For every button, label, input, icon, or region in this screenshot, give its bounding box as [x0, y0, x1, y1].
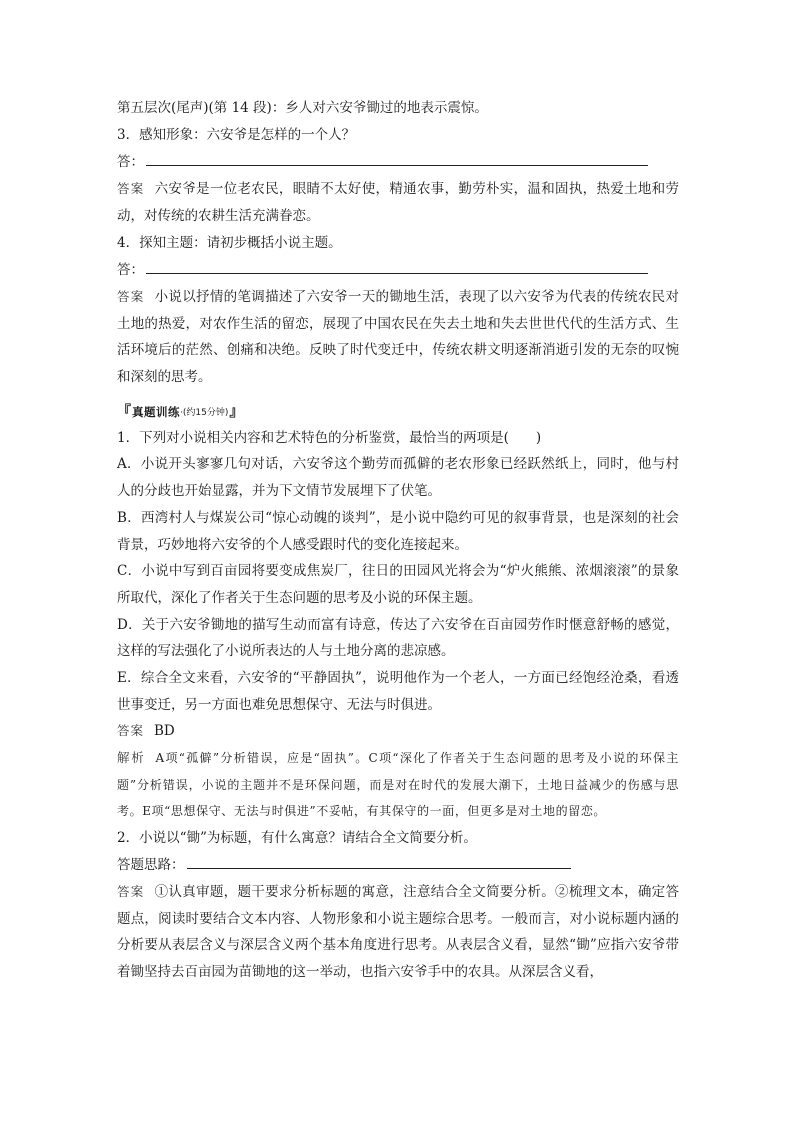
- option-a: A．小说开头寥寥几句对话，六安爷这个勤劳而孤僻的老农形象已经跃然纸上，同时，他与村人的分歧也开始显露，并为下文情节发展埋下了伏笔。: [117, 456, 679, 500]
- answer-2-text: ①认真审题，题干要求分析标题的寓意，注意结合全文简要分析。②梳理文本，确定答题点，阅读时要结合文本内容、人物形象和小说主题综合思考。一般而言，对小说标题内涵的分析要从表层含义与深层含义两个基本角度进行思考。从表层含义看，显然“锄”应指六安爷带着锄坚持去百亩园为苗锄地的这一举动，也指六安爷手中的农具。从深层含义看，: [117, 884, 679, 981]
- section-close-bracket: 』: [229, 403, 244, 420]
- section-title: 真题训练: [132, 404, 180, 419]
- answer-label: 答案: [117, 181, 145, 197]
- answer-line-2: [117, 851, 679, 879]
- answer-3: [117, 176, 679, 229]
- answer-label: 答案: [117, 723, 145, 739]
- approach-prompt: 答题思路：: [117, 857, 185, 874]
- question-1: 1．下列对小说相关内容和艺术特色的分析鉴赏，最恰当的两项是( ): [117, 429, 542, 446]
- option-e: E．综合全文来看，六安爷的“平静固执”，说明他作为一个老人，一方面已经饱经沧桑，看透世事变迁，另一方面也难免思想保守、无法与时俱进。: [117, 670, 679, 713]
- answer-line-4: [117, 256, 679, 284]
- answer-4-text: 小说以抒情的笔调描述了六安爷一天的锄地生活，表现了以六安爷为代表的传统农民对土地的热爱，对农作生活的留恋，展现了中国农民在失去土地和失去世世代代的生活方式、生活环境后的茫然、创痛和决绝。反映了时代变迁中，传统农耕文明逐渐消逝引发的无奈的叹惋和深刻的思考。: [117, 288, 679, 386]
- answer-1: [117, 718, 679, 745]
- paragraph-structure-note: 第五层次(尾声)(第 14 段)：乡人对六安爷锄过的地表示震惊。: [117, 100, 488, 116]
- option-c: C．小说中写到百亩园将要变成焦炭厂，往日的田园风光将会为“炉火熊熊、浓烟滚滚”的景象所取代，深化了作者关于生态问题的思考及小说的环保主题。: [117, 563, 679, 606]
- explanation-1: [117, 745, 679, 825]
- answer-2: [117, 879, 679, 986]
- explanation-text: A项“孤僻”分析错误，应是“固执”。C项“深化了作者关于生态问题的思考及小说的环保主题”分析错误，小说的主题并不是环保问题，而是对在时代的发展大潮下，土地日益减少的伤感与思考。E项“思想保守、无法与时俱进”不妥帖，有其保守的一面，但更多是对土地的留恋。: [117, 751, 679, 819]
- document-page: [117, 95, 679, 986]
- option-b: B．西湾村人与煤炭公司“惊心动魄的谈判”，是小说中隐约可见的叙事背景，也是深刻的社会背景，巧妙地将六安爷的个人感受跟时代的变化连接起来。: [117, 509, 679, 553]
- section-open-bracket: 『: [117, 403, 131, 420]
- answer-1-value: BD: [154, 723, 175, 740]
- answer-4: [117, 284, 679, 391]
- answer-3-text: 六安爷是一位老农民，眼睛不太好使，精通农事，勤劳朴实，温和固执，热爱土地和劳动，对传统的农耕生活充满眷恋。: [117, 181, 679, 224]
- option-d: D．关于六安爷锄地的描写生动而富有诗意，传达了六安爷在百亩园劳作时惬意舒畅的感觉，这样的写法强化了小说所表达的人与土地分离的悲凉感。: [117, 616, 679, 660]
- answer-prompt: 答：: [117, 262, 144, 279]
- answer-prompt: 答：: [117, 154, 144, 171]
- section-subtitle: ·(约15分钟): [180, 408, 229, 419]
- section-heading: [117, 404, 679, 420]
- answer-label: 答案: [117, 884, 145, 900]
- answer-blank[interactable]: [187, 851, 571, 869]
- question-2: 2．小说以“锄”为标题，有什么寓意？请结合全文简要分析。: [117, 829, 477, 846]
- answer-line-3: [117, 148, 679, 176]
- answer-label: 答案: [117, 288, 145, 304]
- answer-blank[interactable]: [146, 256, 648, 274]
- answer-blank[interactable]: [146, 148, 648, 166]
- question-3: 3．感知形象：六安爷是怎样的一个人？: [117, 126, 356, 143]
- explanation-label: 解析: [117, 750, 146, 766]
- question-4: 4．探知主题：请初步概括小说主题。: [117, 234, 342, 251]
